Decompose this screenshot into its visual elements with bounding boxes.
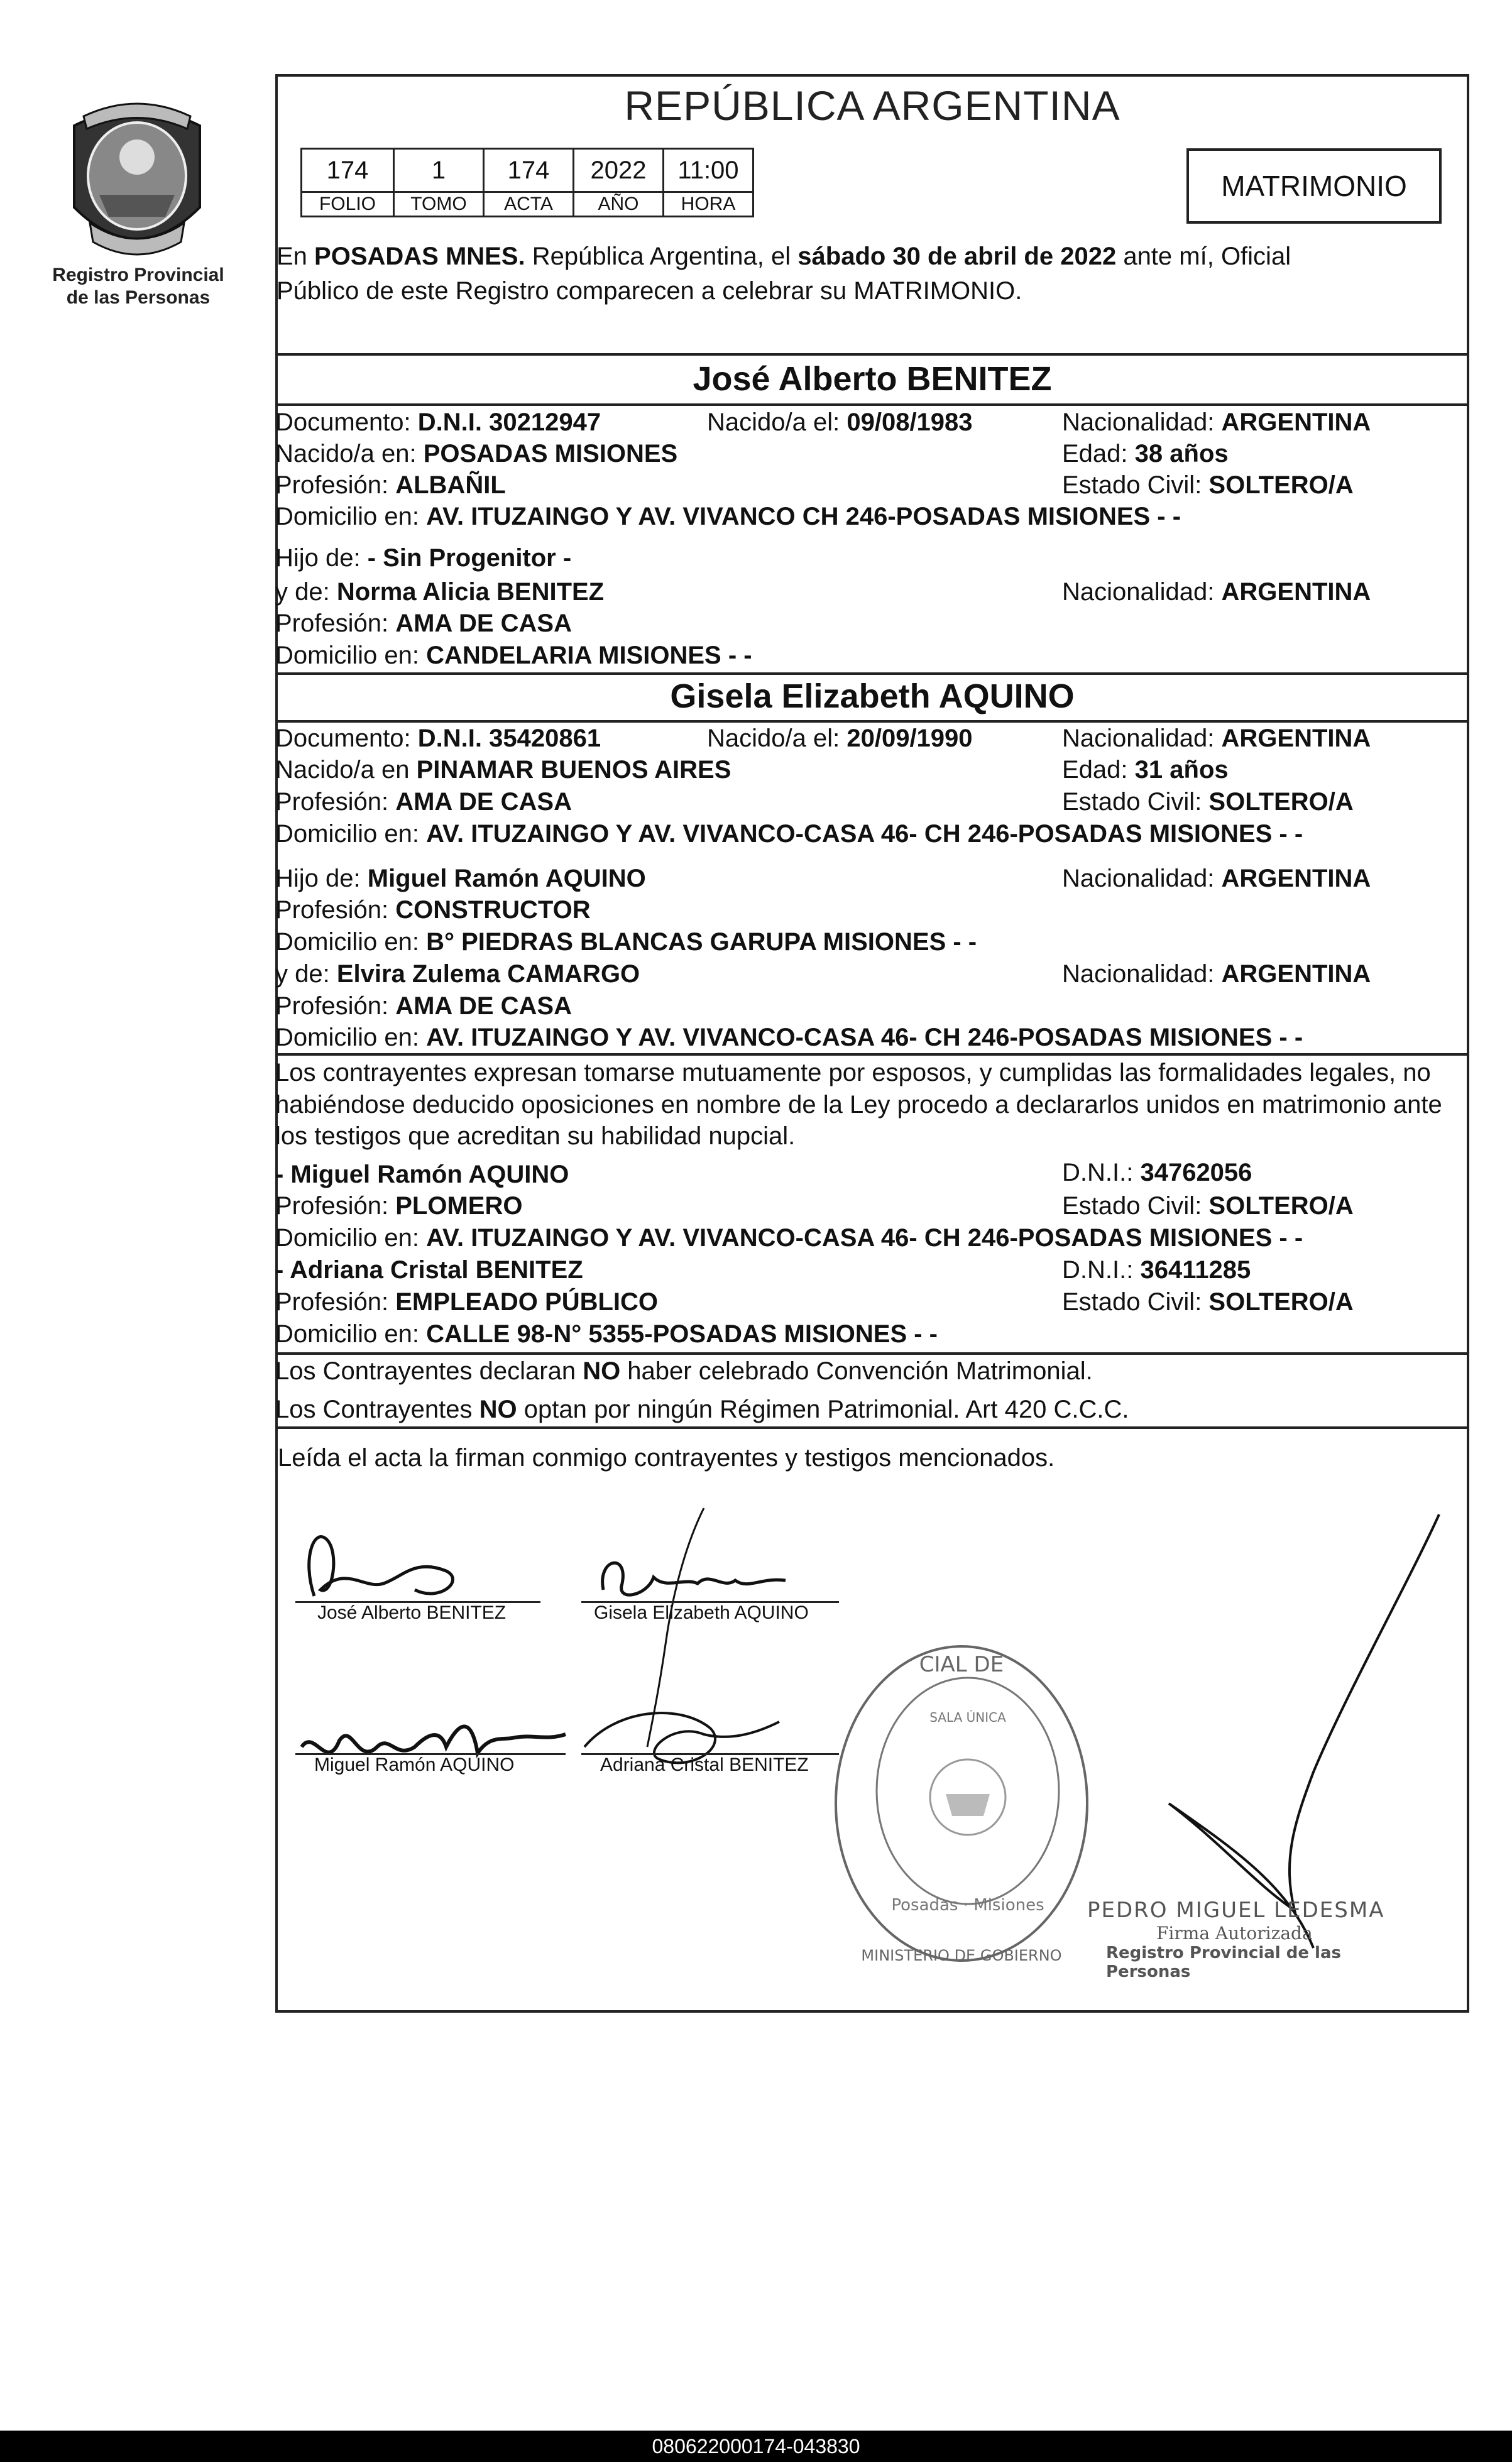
witness2-civil-status [1062,1286,1354,1318]
field-label: Estado Civil: [1062,1288,1209,1316]
field-value: CONSTRUCTOR [395,896,591,924]
field-value: ARGENTINA [1221,725,1371,752]
spouse2-profession [275,786,572,818]
signature-jose-benitez [289,1521,503,1609]
intro-date: sábado 30 de abril de 2022 [797,243,1117,270]
year-label: AÑO [574,192,664,217]
spouse2-nationality [1062,723,1371,754]
witness1-dni [1062,1157,1252,1188]
field-value: PINAMAR BUENOS AIRES [416,756,731,784]
folio-label: FOLIO [302,192,394,217]
official-org: Registro Provincial de las Personas [1106,1944,1341,1981]
svg-text:Posadas · Misiones: Posadas · Misiones [891,1896,1044,1915]
field-label: Nacido/a en: [275,440,424,468]
signature-label-witness1: Miguel Ramón AQUINO [314,1754,515,1775]
signature-label-witness2: Adriana Cristal BENITEZ [600,1754,809,1775]
field-value: POSADAS MISIONES [423,440,678,468]
official-stamp [830,1634,1093,1973]
spouse2-address [275,818,1303,850]
field-value: Elvira Zulema CAMARGO [336,960,640,988]
acta-value: 174 [484,149,574,192]
acta-label: ACTA [484,192,574,217]
regime-text: optan por ningún Régimen Patrimonial. Art 420 C.C.C. [517,1396,1129,1423]
field-value: EMPLEADO PÚBLICO [395,1288,659,1316]
field-value: Miguel Ramón AQUINO [367,865,646,892]
field-value: AMA DE CASA [395,610,572,637]
field-label: Edad: [1062,756,1135,784]
field-label: Profesión: [275,610,396,637]
field-value: 36411285 [1140,1256,1251,1284]
declaration-line2: habiéndose deducido oposiciones en nombre de la Ley procedo a declararlos unidos en matrimonio ante [275,1091,1442,1119]
tomo-value: 1 [394,149,484,192]
regime-text: Los Contrayentes [275,1396,479,1423]
field-label: Nacido/a el: [707,408,847,436]
divider [275,353,1469,356]
spouse2-mother-nationality [1062,958,1371,990]
svg-text:SALA ÚNICA: SALA ÚNICA [929,1710,1006,1725]
field-value: AV. ITUZAINGO Y AV. VIVANCO CH 246-POSADAS MISIONES - - [426,503,1181,530]
spouse1-mother-profession [275,608,572,639]
field-label: Nacionalidad: [1062,408,1222,436]
field-value: SOLTERO/A [1208,788,1354,816]
logo-caption-line2: de las Personas [66,287,211,308]
regime-line2 [275,1394,1129,1425]
signature-label-spouse1: José Alberto BENITEZ [317,1602,507,1623]
spouse1-birthplace [275,438,677,469]
country-title: REPÚBLICA ARGENTINA [624,82,1120,129]
field-label: Domicilio en: [275,1320,427,1348]
divider [275,672,1469,675]
field-label: Nacionalidad: [1062,865,1222,892]
field-label: Domicilio en: [275,1224,427,1252]
intro-place: POSADAS MNES. [314,243,525,270]
spouse2-mother [275,958,640,990]
field-value: SOLTERO/A [1208,1288,1354,1316]
spouse1-mother-address [275,640,752,671]
spouse2-birthdate [707,723,973,754]
folio-value: 174 [302,149,394,192]
field-value: ARGENTINA [1221,578,1371,606]
logo-caption-line1: Registro Provincial [52,265,224,285]
field-value: SOLTERO/A [1208,1192,1354,1220]
field-label: Hijo de: [275,865,368,892]
spouse2-father-profession [275,894,591,926]
field-value: - Sin Progenitor - [367,544,572,572]
witness1-profession [275,1190,522,1222]
official-signature [1156,1508,1445,1961]
hour-label: HORA [664,192,753,217]
regime-negation: NO [479,1396,517,1423]
spouse1-civil-status [1062,469,1354,501]
regime-text: Los Contrayentes declaran [275,1357,583,1385]
spouse2-father-address [275,926,977,958]
field-label: Estado Civil: [1062,1192,1209,1220]
field-label: Estado Civil: [1062,471,1209,499]
divider [275,1426,1469,1429]
registry-logo [44,101,233,327]
field-value: 31 años [1134,756,1229,784]
spouse2-father-nationality [1062,863,1371,894]
field-label: Documento: [275,408,418,436]
intro-line2: Público de este Registro comparecen a celebrar su MATRIMONIO. [277,277,1022,305]
field-label: Nacido/a en [275,756,417,784]
tomo-label: TOMO [394,192,484,217]
field-label: y de: [275,578,337,606]
field-label: Domicilio en: [275,503,427,530]
spouse1-name: José Alberto BENITEZ [693,360,1052,398]
witness1-address [275,1222,1303,1254]
field-value: D.N.I. 35420861 [417,725,601,752]
spouse2-age [1062,754,1229,785]
field-label: D.N.I.: [1062,1159,1141,1186]
field-value: ARGENTINA [1221,865,1371,892]
spouse1-document [275,407,601,438]
witness2-name: - Adriana Cristal BENITEZ [275,1256,583,1284]
witness2-address [275,1318,938,1350]
field-value: D.N.I. 30212947 [417,408,601,436]
spouse1-mother-nationality [1062,576,1371,608]
field-label: Domicilio en: [275,642,427,669]
intro-text-b: República Argentina, el [525,243,798,270]
field-label: D.N.I.: [1062,1256,1141,1284]
field-label: Edad: [1062,440,1135,468]
field-label: Hijo de: [275,544,368,572]
field-value: AV. ITUZAINGO Y AV. VIVANCO-CASA 46- CH 246-POSADAS MISIONES - - [426,1224,1303,1252]
divider [275,403,1469,406]
field-value: ALBAÑIL [395,471,506,499]
witness1-civil-status [1062,1190,1354,1222]
spouse1-profession [275,469,506,501]
field-value: ARGENTINA [1221,408,1371,436]
regime-negation: NO [583,1357,621,1385]
field-value: AV. ITUZAINGO Y AV. VIVANCO-CASA 46- CH 246-POSADAS MISIONES - - [426,820,1303,848]
declaration-line1: Los contrayentes expresan tomarse mutuamente por esposos, y cumplidas las formalidades legales, no [275,1059,1431,1086]
spouse2-name: Gisela Elizabeth AQUINO [670,677,1075,715]
divider [275,1053,1469,1056]
divider [275,1352,1469,1355]
spouse1-nationality [1062,407,1371,438]
witness2-profession [275,1286,658,1318]
official-role: Firma Autorizada [1156,1923,1313,1944]
field-label: Profesión: [275,992,396,1020]
regime-text: haber celebrado Convención Matrimonial. [620,1357,1093,1385]
field-label: Domicilio en: [275,1024,427,1051]
spouse1-mother [275,576,604,608]
spouse2-civil-status [1062,786,1354,818]
declaration-line3: los testigos que acreditan su habilidad nupcial. [275,1122,796,1150]
spouse1-address [275,501,1181,532]
field-label: Profesión: [275,1288,396,1316]
field-value: PLOMERO [395,1192,523,1220]
field-value: AMA DE CASA [395,992,572,1020]
regime-line1 [275,1355,1093,1387]
field-label: y de: [275,960,337,988]
province-seal-icon [62,101,212,264]
hour-value: 11:00 [664,149,753,192]
witness2-dni [1062,1254,1251,1286]
field-label: Profesión: [275,1192,396,1220]
field-label: Documento: [275,725,418,752]
field-value: 34762056 [1140,1159,1252,1186]
field-label: Profesión: [275,896,396,924]
field-label: Profesión: [275,788,396,816]
field-value: CALLE 98-N° 5355-POSADAS MISIONES - - [426,1320,938,1348]
official-name: PEDRO MIGUEL LEDESMA [1087,1898,1385,1923]
field-label: Nacionalidad: [1062,960,1222,988]
svg-text:MINISTERIO DE GOBIERNO: MINISTERIO DE GOBIERNO [861,1947,1062,1964]
field-label: Domicilio en: [275,928,427,956]
field-label: Domicilio en: [275,820,427,848]
field-label: Nacionalidad: [1062,578,1222,606]
intro-line1 [277,241,1291,272]
intro-text-c: ante mí, Oficial [1116,243,1291,270]
field-value: AMA DE CASA [395,788,572,816]
signature-label-spouse2: Gisela Elizabeth AQUINO [594,1602,809,1623]
field-label: Nacido/a el: [707,725,847,752]
field-value: SOLTERO/A [1208,471,1354,499]
footer-code: 080622000174-043830 [0,2431,1512,2462]
field-value: ARGENTINA [1221,960,1371,988]
field-value: 20/09/1990 [846,725,973,752]
field-label: Profesión: [275,471,396,499]
field-value: Norma Alicia BENITEZ [336,578,605,606]
field-value: B° PIEDRAS BLANCAS GARUPA MISIONES - - [426,928,977,956]
spouse2-birthplace [275,754,731,785]
spouse2-father [275,863,646,894]
intro-text-a: En [277,243,315,270]
field-label: Nacionalidad: [1062,725,1222,752]
field-value: AV. ITUZAINGO Y AV. VIVANCO-CASA 46- CH 246-POSADAS MISIONES - - [426,1024,1303,1051]
spouse2-mother-address [275,1022,1303,1053]
svg-text:CIAL DE: CIAL DE [919,1652,1004,1677]
record-table [300,148,754,217]
spouse2-mother-profession [275,990,572,1022]
field-value: 09/08/1983 [846,408,973,436]
field-label: Estado Civil: [1062,788,1209,816]
act-type-box: MATRIMONIO [1186,148,1442,224]
field-value: CANDELARIA MISIONES - - [426,642,752,669]
logo-caption [44,264,233,309]
year-value: 2022 [574,149,664,192]
spouse1-age [1062,438,1229,469]
spouse1-father [275,542,571,574]
closing-statement: Leída el acta la firman conmigo contrayentes y testigos mencionados. [278,1444,1055,1472]
spouse1-birthdate [707,407,973,438]
spouse2-document [275,723,601,754]
authorized-official [1087,1898,1414,1981]
witness1-name: - Miguel Ramón AQUINO [275,1161,569,1188]
field-value: 38 años [1134,440,1229,468]
